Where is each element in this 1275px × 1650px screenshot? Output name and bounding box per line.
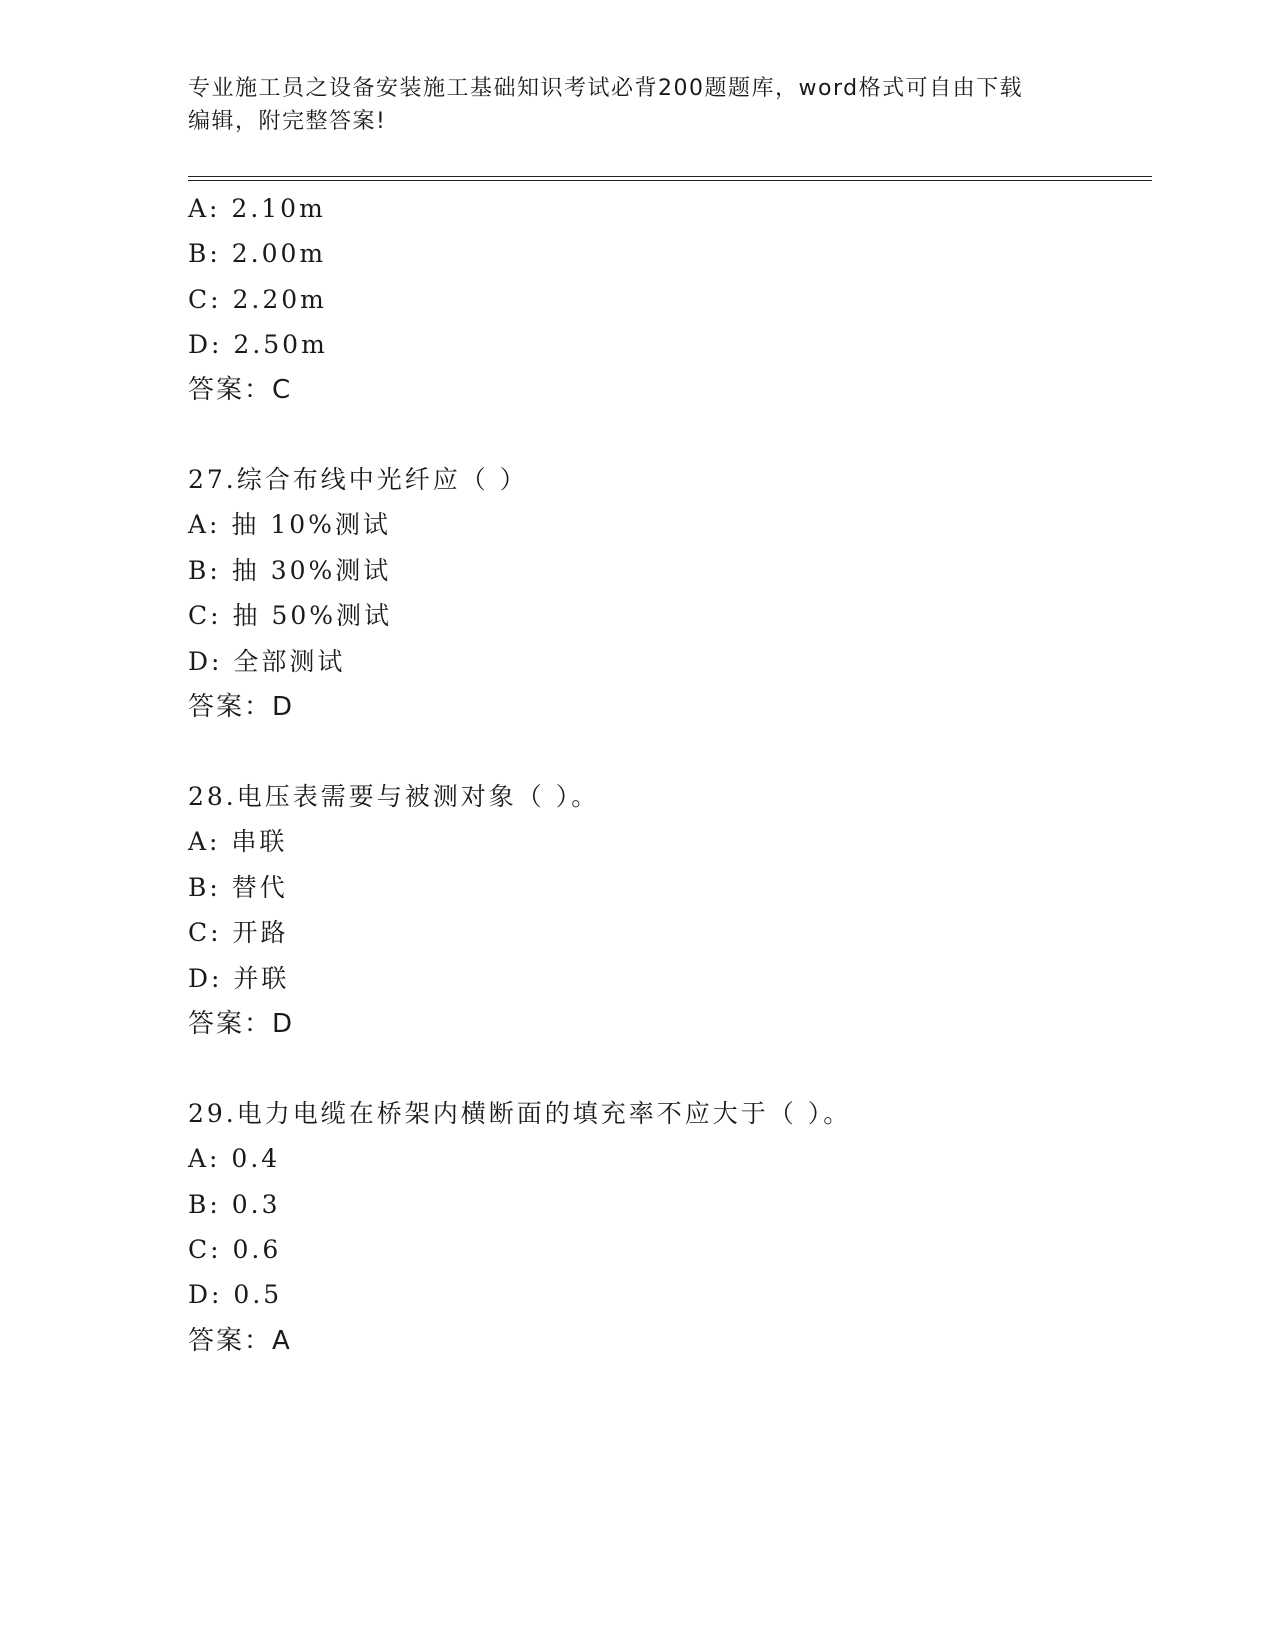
q28-option-d: D: 并联 [188,964,290,993]
q29-answer: 答案：A [188,1326,292,1356]
q27-option-d: D: 全部测试 [188,647,346,676]
header-line-1: 专业施工员之设备安装施工基础知识考试必背200题题库，word格式可自由下载 [188,76,1024,101]
q26-option-c: C: 2.20m [188,285,327,314]
q27-question: 27.综合布线中光纤应（ ） [188,465,528,494]
q26-option-d: D: 2.50m [188,330,328,359]
q26-answer: 答案：C [188,375,293,405]
document-header [188,72,1088,138]
q26-option-a: A: 2.10m [188,194,326,223]
q26-option-b: B: 2.00m [188,239,327,268]
q29-option-b: B: 0.3 [188,1190,281,1219]
q28-option-a: A: 串联 [188,827,288,856]
q27-answer: 答案：D [188,692,295,722]
q28-option-b: B: 替代 [188,873,288,902]
q29-option-d: D: 0.5 [188,1280,283,1309]
header-rule-bottom [188,180,1152,181]
q29-option-c: C: 0.6 [188,1235,282,1264]
q29-question: 29.电力电缆在桥架内横断面的填充率不应大于（ ）。 [188,1099,852,1128]
q28-answer: 答案：D [188,1009,295,1039]
header-line-2: 编辑，附完整答案! [188,109,387,134]
q27-option-b: B: 抽 30%测试 [188,556,392,585]
q27-option-a: A: 抽 10%测试 [188,510,391,539]
q28-question: 28.电压表需要与被测对象（ ）。 [188,782,600,811]
header-rule-top [188,176,1152,177]
q29-option-a: A: 0.4 [188,1144,281,1173]
q28-option-c: C: 开路 [188,918,289,947]
q27-option-c: C: 抽 50%测试 [188,601,393,630]
